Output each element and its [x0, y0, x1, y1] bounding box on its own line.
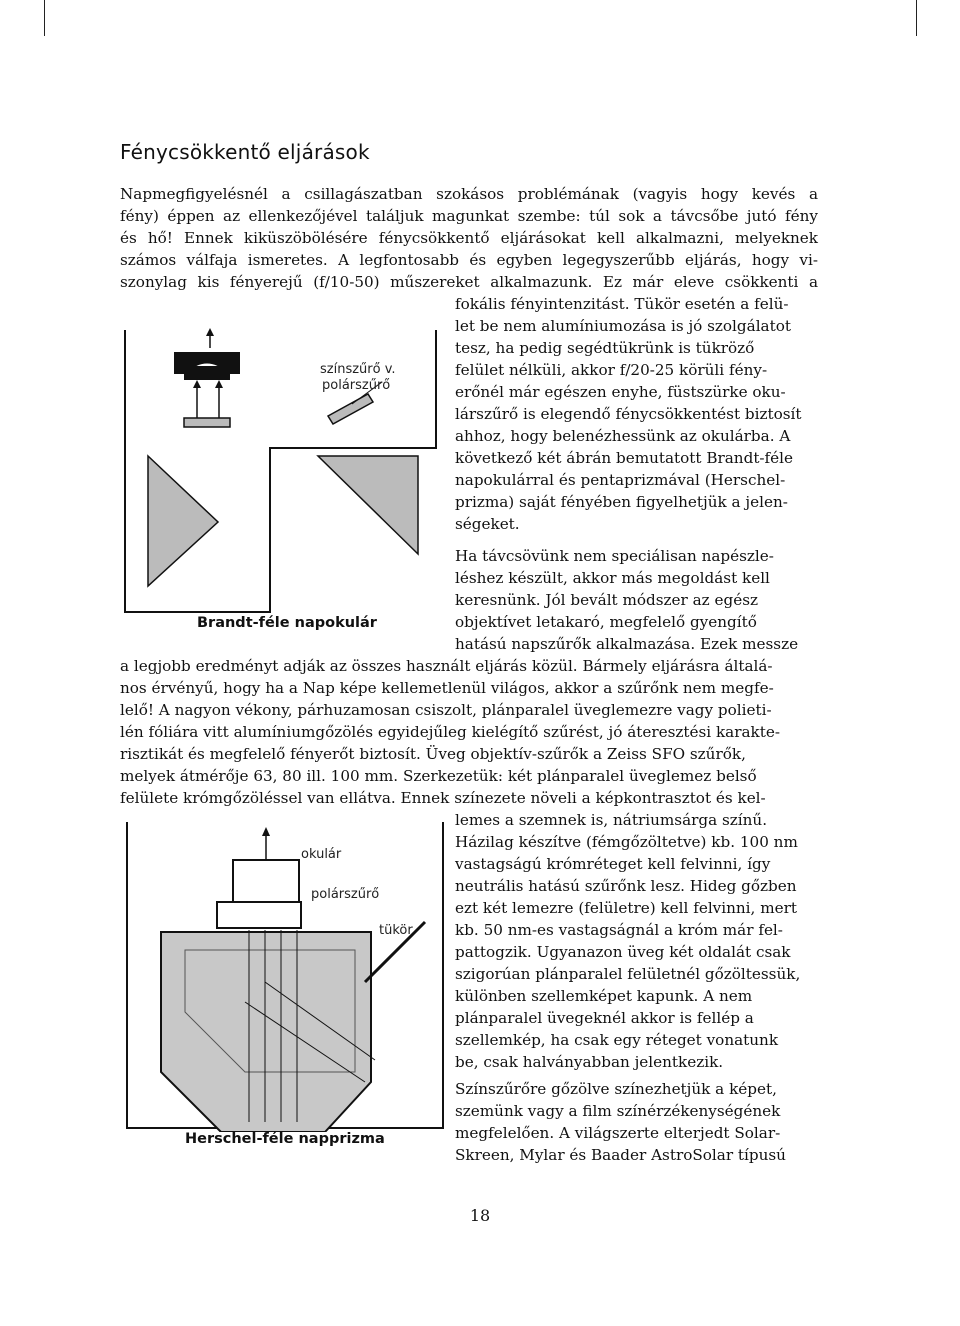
page-number: 18: [469, 1206, 491, 1225]
text-line: ahhoz, hogy belenézhessünk az okulárba. A: [455, 427, 791, 445]
filter-plate: [184, 418, 230, 427]
text-line: plánparalel üvegeknél akkor is fellép a: [455, 1009, 754, 1027]
text-line: lén fóliára vitt alumíniumgőzölés egyidejűleg kielégítő szűrést, jó áteresztési karakte-: [120, 723, 780, 741]
figure1-caption: Brandt-féle napokulár: [197, 615, 377, 631]
text-line: ezt két lemezre (felületre) kell felvinni, mert: [455, 899, 797, 917]
text-line: be, csak halványabban jelentkezik.: [455, 1053, 724, 1071]
mirror-label: tükör: [379, 923, 413, 938]
figure2-caption: Herschel-féle napprizma: [185, 1131, 385, 1147]
text-line: és hő! Ennek kiküszöbölésére fénycsökkentő eljárásokat kell alkalmazni, melyeknek: [120, 229, 818, 247]
text-line: melyek átmérője 63, 80 ill. 100 mm. Szerkezetük: két plánparalel üveglemez belső: [120, 767, 757, 785]
text-line: fény) éppen az ellenkezőjével találjuk magunkat szembe: túl sok a távcsőbe jutó fény: [120, 207, 818, 225]
text-line: Ha távcsövünk nem speciálisan napészle-: [455, 547, 774, 565]
text-line: lárszűrő is elegendő fénycsökkentést biztosít: [455, 405, 802, 423]
text-line: megfelelően. A világszerte elterjedt Solar-: [455, 1124, 781, 1142]
text-line: Színszűrőre gőzölve színezhetjük a képet,: [455, 1080, 777, 1098]
text-line: risztikát és megfelelő fényerőt biztosít. Üveg objektív-szűrők a Zeiss SFO szűrők,: [120, 745, 746, 763]
eyepiece-tube: [233, 860, 299, 902]
text-line: felület nélküli, akkor f/20-25 körüli fény-: [455, 361, 768, 379]
section-heading: Fénycsökkentő eljárások: [120, 140, 370, 164]
text-line: számos válfaja ismeretes. A legfontosabb és egyben legegyszerűbb eljárás, hogy vi-: [120, 251, 818, 269]
brandt-eyepiece-diagram: [118, 326, 438, 616]
text-line: Házilag készítve (fémgőzöltetve) kb. 100 nm: [455, 833, 798, 851]
polarizer-housing: [217, 902, 301, 928]
text-line: napokulárral és pentaprizmával (Herschel-: [455, 471, 786, 489]
text-line: neutrális hatású szűrőnk lesz. Hideg gőzben: [455, 877, 797, 895]
text-line: szigorúan plánparalel felületnél gőzöltessük,: [455, 965, 801, 983]
prism-body: [161, 932, 371, 1132]
text-line: kb. 50 nm-es vastagságnál a króm már fel-: [455, 921, 783, 939]
text-line: következő két ábrán bemutatott Brandt-féle: [455, 449, 794, 467]
text-line: erőnél már egészen enyhe, füstszürke oku-: [455, 383, 786, 401]
polarizer-label: polárszűrő: [311, 887, 380, 902]
text-line: fokális fényintenzitást. Tükör esetén a felü-: [455, 295, 789, 313]
polarizer-plate: [328, 394, 373, 424]
text-line: ségeket.: [455, 515, 520, 533]
text-line: Napmegfigyelésnél a csillagászatban szokásos problémának (vagyis hogy kevés a: [120, 185, 818, 203]
herschel-prism-diagram: [125, 822, 445, 1132]
filter-label-1: színszűrő v.: [320, 362, 396, 377]
text-line: pattogzik. Ugyanazon üveg két oldalát csak: [455, 943, 791, 961]
text-line: Skreen, Mylar és Baader AstroSolar típusú: [455, 1146, 786, 1164]
text-line: a legjobb eredményt adják az összes használt eljárás közül. Bármely eljárásra általá-: [120, 657, 773, 675]
text-line: szemünk vagy a film színérzékenységének: [455, 1102, 781, 1120]
text-line: tesz, ha pedig segédtükrünk is tükröző: [455, 339, 755, 357]
text-line: felülete krómgőzöléssel van ellátva. Ennek színezete növeli a képkontrasztot és kel-: [120, 789, 766, 807]
crop-mark-left: [44, 0, 45, 36]
text-line: hatású napszűrők alkalmazása. Ezek messze: [455, 635, 799, 653]
text-line: lelő! A nagyon vékony, párhuzamosan csiszolt, plánparalel üveglemezre vagy polieti-: [120, 701, 772, 719]
filter-label-2: polárszűrő: [322, 378, 391, 393]
text-line: lemes a szemnek is, nátriumsárga színű.: [455, 811, 768, 829]
text-line: prizma) saját fényében figyelhetjük a jelen-: [455, 493, 788, 511]
right-prism: [318, 456, 418, 554]
text-line: let be nem alumíniumozása is jó szolgálatot: [455, 317, 791, 335]
left-prism: [148, 456, 218, 586]
crop-mark-right: [916, 0, 917, 36]
text-line: keresnünk. Jól bevált módszer az egész: [455, 591, 759, 609]
text-line: léshez készült, akkor más megoldást kell: [455, 569, 770, 587]
text-line: vastagságú krómréteget kell felvinni, így: [455, 855, 771, 873]
text-line: különben szellemképet kapunk. A nem: [455, 987, 753, 1005]
text-line: objektívet letakaró, megfelelő gyengítő: [455, 613, 757, 631]
ocular-label: okulár: [301, 847, 342, 862]
text-line: nos érvényű, hogy ha a Nap képe kellemetlenül világos, akkor a szűrőnk nem megfe-: [120, 679, 774, 697]
text-line: szellemkép, ha csak egy réteget vonatunk: [455, 1031, 779, 1049]
text-line: szonylag kis fényerejű (f/10-50) műszereket alkalmazunk. Ez már eleve csökkenti a: [120, 273, 818, 291]
